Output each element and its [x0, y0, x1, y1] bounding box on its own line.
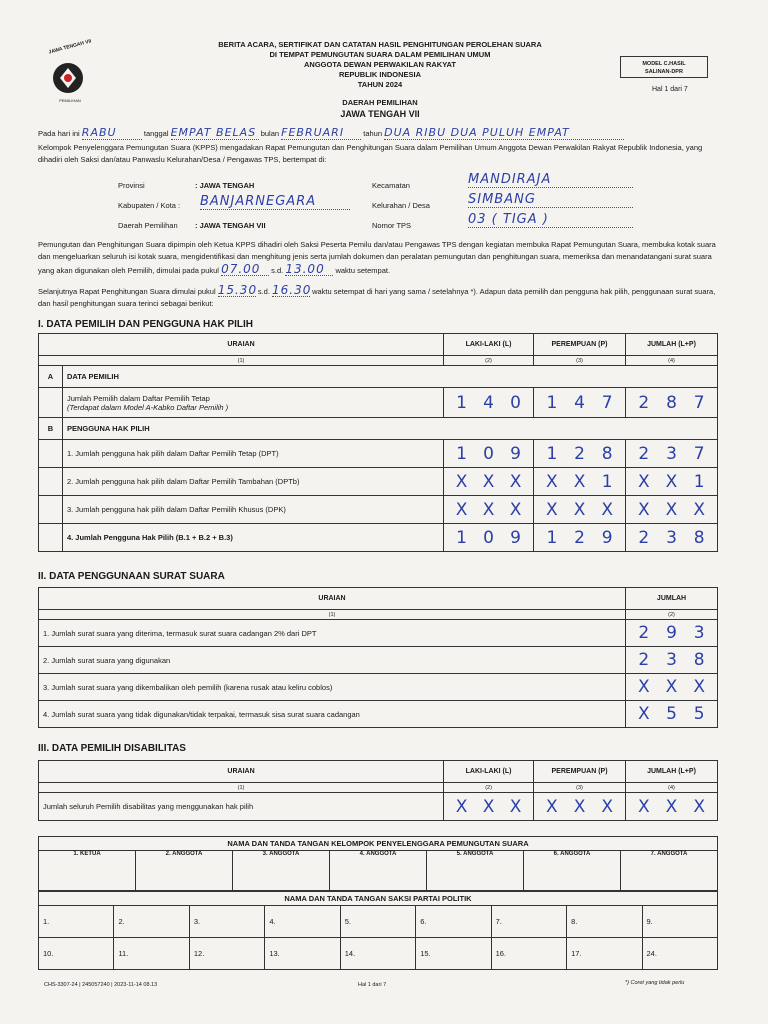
- kpu-logo: [40, 48, 96, 104]
- kecamatan-label: Kecamatan: [372, 181, 410, 190]
- tps-label: Nomor TPS: [372, 221, 412, 230]
- table-row: 1. Jumlah pengguna hak pilih dalam Daftar Pemilih Tetap (DPT) 1 0 9 1 2 8 2 3 7: [39, 440, 718, 468]
- table-row: Jumlah seluruh Pemilih disabilitas yang menggunakan hak pilih X X X X X X X X X: [39, 793, 718, 821]
- start-time: 07.00: [221, 263, 269, 276]
- kpps-signature-5: 5. ANGGOTA: [427, 851, 524, 891]
- intro-text: Kelompok Penyelenggara Pemungutan Suara (KPPS) mengadakan Rapat Pemungutan dan Penghitungan Suara dalam Pemilihan Umum Anggota Dewan Perwakilan Rakyat Republik Indonesia, yang dihadiri oleh Saksi dan/atau Panwaslu Kelurahan/Desa / Pengawas TPS, bertempat di:: [38, 143, 703, 164]
- tanggal-field: EMPAT BELAS: [171, 127, 259, 140]
- penghitungan-paragraph: Selanjutnya Rapat Penghitungan Suara dimulai pukul 15.30 s.d. 16.30 waktu setempat di hari yang sama / setelahnya *). Adapun data pemilih dan pengguna hak pilih, penggunaan surat suara, dan hasil penghitungan suara terinci sebagai berikut:: [38, 283, 716, 308]
- table-row: 4. Jumlah surat suara yang tidak digunakan/tidak terpakai, termasuk sisa surat suara cadangan X 5 5: [39, 701, 718, 728]
- table-row: 4. Jumlah Pengguna Hak Pilih (B.1 + B.2 + B.3) 1 0 9 1 2 9 2 3 8: [39, 524, 718, 552]
- pemungutan-paragraph: Pemungutan dan Penghitungan Suara dipimpin oleh Ketua KPPS dihadiri oleh Saksi Peserta Pemilu dan/atau Pengawas TPS dengan kegiatan membuka Rapat Pemungutan Suara, membuka kotak suara dan mengeluarkan seluruh isi kotak suara, mengidentifikasi dan menghitung jenis serta jumlah dokumen dan peralatan pemungutan dan penghitungan suara, memeriksa dan menandatangani surat suara yang akan digunakan oleh Pemilih, dimulai pada pukul 07.00 s.d. 13.00 waktu setempat.: [38, 240, 716, 276]
- kpps-signature-4: 4. ANGGOTA: [330, 851, 427, 891]
- tps-value: 03 ( TIGA ): [468, 212, 633, 228]
- table-row: 2. Jumlah pengguna hak pilih dalam Daftar Pemilih Tambahan (DPTb) X X X X X 1 X X 1: [39, 468, 718, 496]
- daerah-pemilihan-label: Daerah Pemilihan: [118, 221, 178, 230]
- table-row: 3. Jumlah surat suara yang dikembalikan oleh pemilih (karena rusak atau keliru coblos) X X X: [39, 674, 718, 701]
- kelurahan-label: Kelurahan / Desa: [372, 201, 430, 210]
- section-1-title: I. DATA PEMILIH DAN PENGGUNA HAK PILIH: [38, 319, 253, 330]
- document-title: BERITA ACARA, SERTIFIKAT DAN CATATAN HASIL PENGHITUNGAN PEROLEHAN SUARA DI TEMPAT PEMUNGUTAN SUARA DALAM PEMILIHAN UMUM ANGGOTA DEWAN PERWAKILAN RAKYAT REPUBLIK INDONESIA TAHUN 2024: [218, 40, 542, 89]
- table-row: Jumlah Pemilih dalam Daftar Pemilih Tetap (Terdapat dalam Model A-Kabko Daftar Pemilih ) 1 4 0 1 4 7 2 8 7: [39, 388, 718, 418]
- page-number: Hal 1 dari 7: [652, 86, 688, 93]
- end-time-2: 16.30: [272, 283, 312, 297]
- kelurahan-value: SIMBANG: [468, 192, 633, 208]
- kpps-signature-1: 1. KETUA: [39, 851, 136, 891]
- kpps-signature-6: 6. ANGGOTA: [524, 851, 621, 891]
- kpps-signature-2: 2. ANGGOTA: [136, 851, 233, 891]
- hari-field: RABU: [82, 127, 142, 140]
- daerah-pemilihan-value: : JAWA TENGAH VII: [195, 221, 266, 230]
- provinsi-label: Provinsi: [118, 181, 145, 190]
- table-row: 2. Jumlah surat suara yang digunakan 2 3 8: [39, 647, 718, 674]
- intro-date-line: Pada hari ini RABU tanggal EMPAT BELAS bulan FEBRUARI tahun DUA RIBU DUA PULUH EMPAT: [38, 127, 728, 140]
- daerah-value: JAWA TENGAH VII: [340, 109, 420, 119]
- table-disabilitas: URAIAN LAKI-LAKI (L) PEREMPUAN (P) JUMLAH (L+P) (1) (2) (3) (4) Jumlah seluruh Pemilih disabilitas yang menggunakan hak pilih X X X X X X X X X: [38, 760, 718, 821]
- model-badge: MODEL C.HASIL SALINAN-DPR: [620, 56, 708, 78]
- table-surat-suara: URAIAN JUMLAH (1) (2) 1. Jumlah surat suara yang diterima, termasuk surat suara cadangan 2% dari DPT 2 9 3 2. Jumlah surat suara yang digunakan 2 3 8 3. Jumlah surat suara yang dikembalikan oleh pemilih (karena rusak atau keliru coblos) X X X 4. Jumlah surat suara yang tidak digunakan/tidak terpakai, termasuk sisa surat suara cadangan X 5 5: [38, 587, 718, 728]
- bulan-field: FEBRUARI: [281, 127, 361, 140]
- provinsi-value: : JAWA TENGAH: [195, 181, 255, 190]
- section-3-title: III. DATA PEMILIH DISABILITAS: [38, 743, 186, 754]
- table-row: 3. Jumlah pengguna hak pilih dalam Daftar Pemilih Khusus (DPK) X X X X X X X X X: [39, 496, 718, 524]
- daerah-label: DAERAH PEMILIHAN: [342, 98, 418, 107]
- kpps-signature-table: NAMA DAN TANDA TANGAN KELOMPOK PENYELENGGARA PEMUNGUTAN SUARA 1. KETUA 2. ANGGOTA 3. ANGGOTA 4. ANGGOTA 5. ANGGOTA 6. ANGGOTA 7. ANGGOTA: [38, 836, 718, 891]
- end-time: 13.00: [285, 263, 333, 276]
- table-data-pemilih: URAIAN LAKI-LAKI (L) PEREMPUAN (P) JUMLAH (L+P) (1) (2) (3) (4) A DATA PEMILIH Jumlah Pemilih dalam Daftar Pemilih Tetap (Terdapat dalam Model A-Kabko Daftar Pemilih ) 1 4 0 1 4 7 2 8 7 B PENGGUNA HAK PILIH 1. Jumlah pengguna hak pilih dalam Daftar Pemilih Tetap (DPT) 1 0 9 1 2 8 2 3 7 2. Jumlah pengguna hak pilih dalam Daftar Pemilih Tambahan (DPTb) X X X X X 1 X X 1 3. Jumlah pengguna hak pilih dalam Daftar Pemilih Khusus (DPK) X X X X X X X X X 4. Jumlah Pengguna Hak Pilih (B.1 + B.2 + B.3) 1 0 9 1 2 9 2 3 8: [38, 333, 718, 552]
- logo-text: JAWA TENGAH VII: [47, 38, 93, 56]
- footer-note: *) Coret yang tidak perlu: [625, 980, 685, 986]
- kabupaten-label: Kabupaten / Kota :: [118, 201, 181, 210]
- kpps-signature-3: 3. ANGGOTA: [233, 851, 330, 891]
- footer-code: CHS-3307-24 | 245057240 | 2023-11-14 08.13: [44, 982, 158, 988]
- start-time-2: 15.30: [217, 283, 258, 297]
- kabupaten-value: BANJARNEGARA: [200, 194, 350, 210]
- logo-bottom: PEMILIHAN: [59, 98, 81, 103]
- kpps-signature-7: 7. ANGGOTA: [621, 851, 718, 891]
- table-row: 1. Jumlah surat suara yang diterima, termasuk surat suara cadangan 2% dari DPT 2 9 3: [39, 620, 718, 647]
- footer-page: Hal 1 dari 7: [358, 982, 387, 988]
- saksi-signature-table: NAMA DAN TANDA TANGAN SAKSI PARTAI POLITIK 1. 2. 3. 4. 5. 6. 7. 8. 9. 10. 11. 12. 13. 14. 15. 16. 17. 24.: [38, 891, 718, 970]
- section-2-title: II. DATA PENGGUNAAN SURAT SUARA: [38, 571, 225, 582]
- kecamatan-value: MANDIRAJA: [468, 172, 633, 188]
- tahun-field: DUA RIBU DUA PULUH EMPAT: [384, 127, 624, 140]
